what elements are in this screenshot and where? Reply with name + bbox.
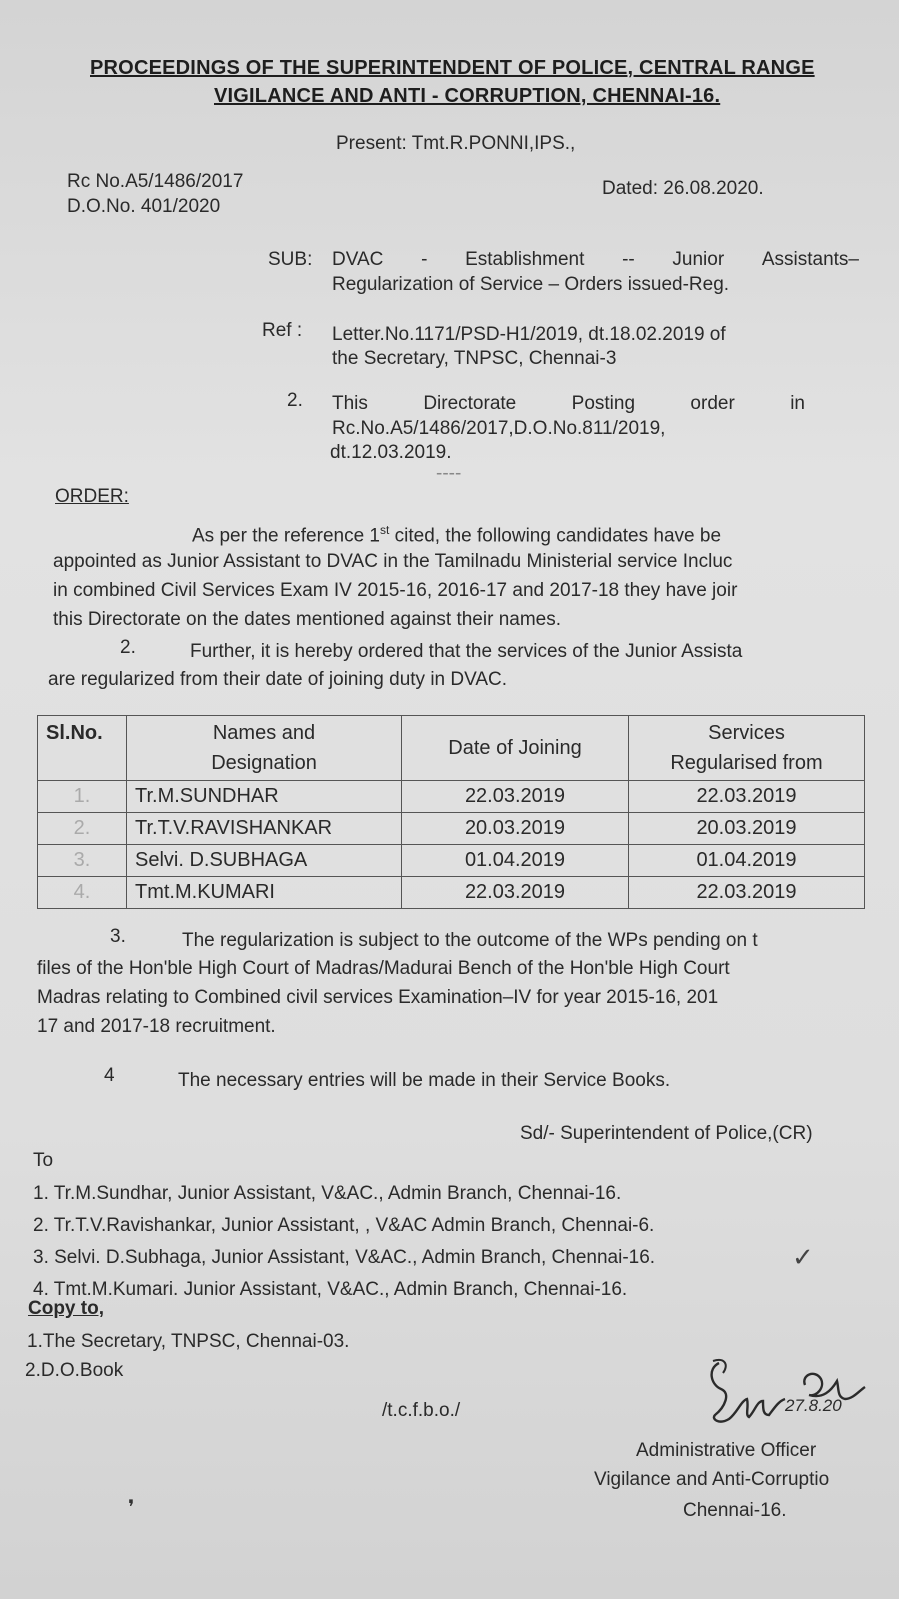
row-srf: 22.03.2019 xyxy=(629,877,865,909)
ref2-number: 2. xyxy=(287,390,303,411)
col-doj: Date of Joining xyxy=(402,716,629,781)
order-p1-line1 xyxy=(192,523,721,547)
para4-text: The necessary entries will be made in their Service Books. xyxy=(178,1070,671,1091)
row-doj: 01.04.2019 xyxy=(402,845,629,877)
row-doj: 20.03.2019 xyxy=(402,813,629,845)
sub-word: Establishment xyxy=(465,249,585,270)
sub-word: Assistants– xyxy=(761,249,859,270)
ref2-line2: Rc.No.A5/1486/2017,D.O.No.811/2019, xyxy=(332,418,666,439)
col-name xyxy=(127,716,402,781)
signatory-role: Administrative Officer xyxy=(636,1440,817,1461)
do-number: D.O.No. 401/2020 xyxy=(67,196,221,217)
order-p1-b: cited, the following candidates have be xyxy=(389,525,722,547)
signature-date: 27.8.20 xyxy=(785,1396,842,1415)
copy-label: Copy to, xyxy=(28,1298,104,1319)
row-name: Tmt.M.KUMARI xyxy=(127,877,402,909)
rc-number: Rc No.A5/1486/2017 xyxy=(67,171,244,192)
to-item: 3. Selvi. D.Subhaga, Junior Assistant, V&AC., Admin Branch, Chennai-16. xyxy=(33,1247,656,1268)
row-srf: 20.03.2019 xyxy=(629,813,865,845)
order-p1-line3: in combined Civil Services Exam IV 2015-16, 2016-17 and 2017-18 they have joir xyxy=(53,580,738,601)
row-name: Tr.T.V.RAVISHANKAR xyxy=(127,813,402,845)
ref2-word: order xyxy=(690,393,735,414)
to-item: 1. Tr.M.Sundhar, Junior Assistant, V&AC., Admin Branch, Chennai-16. xyxy=(33,1183,622,1204)
order-p2-line1: Further, it is hereby ordered that the services of the Junior Assista xyxy=(190,641,743,662)
row-srf: 22.03.2019 xyxy=(629,781,865,813)
col-sl: Sl.No. xyxy=(38,716,127,781)
col-srf-l1: Services xyxy=(708,722,785,744)
to-item: 2. Tr.T.V.Ravishankar, Junior Assistant, , V&AC Admin Branch, Chennai-6. xyxy=(33,1215,655,1236)
ref2-word: This xyxy=(332,393,368,414)
order-p1-a: As per the reference 1 xyxy=(192,525,380,547)
ref2-word: Directorate xyxy=(423,393,517,414)
signatory-city: Chennai-16. xyxy=(683,1500,787,1521)
ref2-line3: dt.12.03.2019. xyxy=(330,442,452,463)
order-p1-line2: appointed as Junior Assistant to DVAC in the Tamilnadu Ministerial service Incluc xyxy=(53,551,733,572)
row-sl: 2. xyxy=(38,813,127,845)
sub-word: Junior xyxy=(672,249,725,270)
table-row xyxy=(38,813,865,845)
table-row xyxy=(38,845,865,877)
order-p1-sup: st xyxy=(380,523,390,537)
row-sl: 1. xyxy=(38,781,127,813)
dated: Dated: 26.08.2020. xyxy=(602,178,764,199)
sd-superintendent: Sd/- Superintendent of Police,(CR) xyxy=(520,1123,813,1144)
order-p2-number: 2. xyxy=(120,637,136,658)
stray-mark: ❜ xyxy=(128,1497,135,1519)
sub-line1 xyxy=(332,249,859,271)
copy-item: 1.The Secretary, TNPSC, Chennai-03. xyxy=(27,1331,350,1352)
sub-line2: Regularization of Service – Orders issued-Reg. xyxy=(332,274,730,295)
col-srf-l2: Regularised from xyxy=(670,752,823,774)
para3-number: 3. xyxy=(110,926,126,947)
sub-word: DVAC xyxy=(332,249,384,270)
col-srf xyxy=(629,716,865,781)
table-row xyxy=(38,877,865,909)
copy-item: 2.D.O.Book xyxy=(25,1360,124,1381)
table-header-row xyxy=(38,716,865,781)
ref-dashes: ---- xyxy=(436,463,462,484)
order-heading: ORDER: xyxy=(55,486,129,507)
row-srf: 01.04.2019 xyxy=(629,845,865,877)
sub-word: -- xyxy=(622,249,635,270)
col-name-l1: Names and xyxy=(212,722,316,744)
present-officer: Present: Tmt.R.PONNI,IPS., xyxy=(336,133,576,154)
tcfbo: /t.c.f.b.o./ xyxy=(382,1400,461,1421)
signatory-org: Vigilance and Anti-Corruptio xyxy=(594,1469,830,1490)
order-p2-line2: are regularized from their date of joining duty in DVAC. xyxy=(48,669,508,690)
para3-line1: The regularization is subject to the outcome of the WPs pending on t xyxy=(182,930,758,951)
to-label: To xyxy=(33,1150,54,1171)
col-name-l2: Designation xyxy=(211,752,317,774)
para3-line2: files of the Hon'ble High Court of Madras/Madurai Bench of the Hon'ble High Court xyxy=(37,958,730,979)
para4-number: 4 xyxy=(104,1065,115,1086)
table-row xyxy=(38,781,865,813)
check-mark: ✓ xyxy=(792,1242,814,1272)
to-item: 4. Tmt.M.Kumari. Junior Assistant, V&AC., Admin Branch, Chennai-16. xyxy=(33,1279,628,1300)
regularization-table xyxy=(37,715,865,909)
ref1-line2: the Secretary, TNPSC, Chennai-3 xyxy=(332,348,617,369)
order-p1-line4: this Directorate on the dates mentioned against their names. xyxy=(53,609,562,630)
header-title-line2: VIGILANCE AND ANTI - CORRUPTION, CHENNAI-16. xyxy=(214,85,721,107)
row-name: Tr.M.SUNDHAR xyxy=(127,781,402,813)
ref-label: Ref : xyxy=(262,320,303,341)
row-sl: 3. xyxy=(38,845,127,877)
signature-scrawl xyxy=(705,1355,875,1435)
header-title-line1: PROCEEDINGS OF THE SUPERINTENDENT OF POLICE, CENTRAL RANGE xyxy=(90,57,815,79)
ref2-word: Posting xyxy=(571,393,636,414)
row-doj: 22.03.2019 xyxy=(402,877,629,909)
row-sl: 4. xyxy=(38,877,127,909)
para3-line3: Madras relating to Combined civil services Examination–IV for year 2015-16, 201 xyxy=(37,987,719,1008)
ref2-word: in xyxy=(790,393,805,414)
sub-label: SUB: xyxy=(268,249,313,270)
row-name: Selvi. D.SUBHAGA xyxy=(127,845,402,877)
sub-word: - xyxy=(421,249,428,270)
ref2-line1 xyxy=(332,393,805,415)
ref1-line1: Letter.No.1171/PSD-H1/2019, dt.18.02.2019 of xyxy=(332,324,726,345)
para3-line4: 17 and 2017-18 recruitment. xyxy=(37,1016,276,1037)
row-doj: 22.03.2019 xyxy=(402,781,629,813)
